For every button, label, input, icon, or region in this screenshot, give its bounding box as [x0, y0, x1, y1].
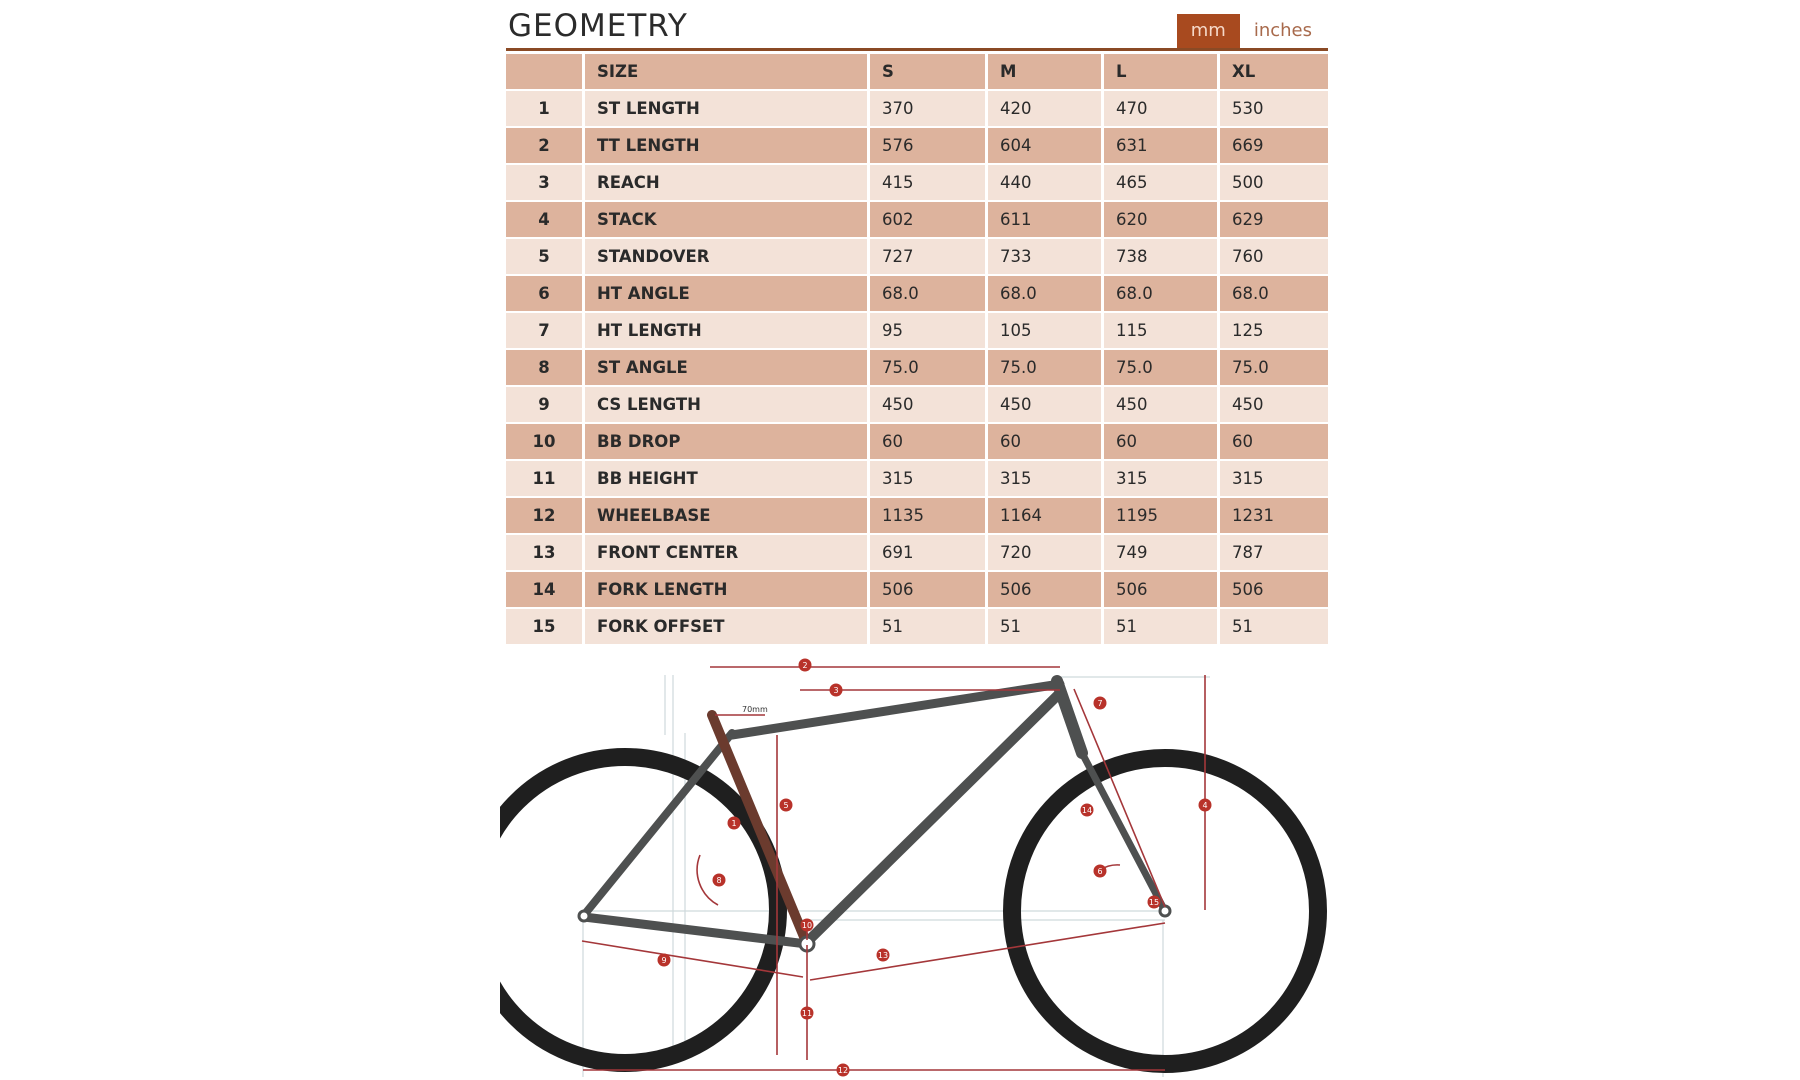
row-measurement-name: BB DROP [585, 424, 870, 461]
cell-size-l: 315 [1104, 461, 1220, 498]
column-header-s: S [870, 54, 988, 91]
callout-marker [1081, 804, 1094, 817]
cell-size-s: 95 [870, 313, 988, 350]
callout-number: 15 [1148, 898, 1160, 907]
table-row [506, 91, 1328, 128]
row-index: 2 [506, 128, 585, 165]
column-header-m: M [988, 54, 1104, 91]
callout-number: 11 [801, 1009, 813, 1018]
cell-size-s: 1135 [870, 498, 988, 535]
callout-marker [1094, 697, 1107, 710]
callout-number: 7 [1097, 699, 1103, 708]
cell-size-s: 370 [870, 91, 988, 128]
bike-geometry-diagram [500, 655, 1330, 1080]
cell-size-xl: 68.0 [1220, 276, 1328, 313]
row-index: 15 [506, 609, 585, 646]
row-measurement-name: CS LENGTH [585, 387, 870, 424]
page-title: GEOMETRY [508, 8, 688, 44]
rear-wheel [500, 757, 778, 1063]
callout-marker [801, 1007, 814, 1020]
geometry-header [506, 6, 1326, 52]
cell-size-xl: 787 [1220, 535, 1328, 572]
table-row [506, 424, 1328, 461]
cell-size-s: 506 [870, 572, 988, 609]
cell-size-xl: 60 [1220, 424, 1328, 461]
cell-size-m: 68.0 [988, 276, 1104, 313]
callout-number: 10 [801, 921, 813, 930]
table-row [506, 498, 1328, 535]
cell-size-m: 720 [988, 535, 1104, 572]
callout-marker [830, 684, 843, 697]
table-row [506, 313, 1328, 350]
row-index: 7 [506, 313, 585, 350]
callout-number: 2 [802, 661, 808, 670]
callout-number: 4 [1202, 801, 1208, 810]
row-index: 4 [506, 202, 585, 239]
row-measurement-name: ST LENGTH [585, 91, 870, 128]
callout-marker [780, 799, 793, 812]
row-index: 10 [506, 424, 585, 461]
row-index: 1 [506, 91, 585, 128]
unit-inches-button[interactable]: inches [1240, 14, 1326, 48]
cell-size-s: 315 [870, 461, 988, 498]
cell-size-xl: 669 [1220, 128, 1328, 165]
cell-size-s: 51 [870, 609, 988, 646]
guide-lines [582, 675, 1210, 1077]
cell-size-xl: 530 [1220, 91, 1328, 128]
cell-size-m: 60 [988, 424, 1104, 461]
callout-number: 6 [1097, 867, 1103, 876]
cell-size-m: 450 [988, 387, 1104, 424]
cell-size-l: 620 [1104, 202, 1220, 239]
cell-size-s: 415 [870, 165, 988, 202]
cell-size-xl: 629 [1220, 202, 1328, 239]
row-index: 8 [506, 350, 585, 387]
table-row [506, 387, 1328, 424]
cell-size-xl: 450 [1220, 387, 1328, 424]
table-row [506, 572, 1328, 609]
cell-size-l: 631 [1104, 128, 1220, 165]
row-index: 12 [506, 498, 585, 535]
column-header-xl: XL [1220, 54, 1328, 91]
cell-size-m: 440 [988, 165, 1104, 202]
callout-marker [1148, 896, 1161, 909]
row-measurement-name: ST ANGLE [585, 350, 870, 387]
callout-marker [799, 659, 812, 672]
cell-size-s: 68.0 [870, 276, 988, 313]
header-divider [506, 48, 1328, 51]
cell-size-xl: 1231 [1220, 498, 1328, 535]
row-index: 6 [506, 276, 585, 313]
row-measurement-name: HT LENGTH [585, 313, 870, 350]
cell-size-m: 1164 [988, 498, 1104, 535]
cell-size-xl: 500 [1220, 165, 1328, 202]
callout-number: 13 [877, 951, 889, 960]
cell-size-l: 749 [1104, 535, 1220, 572]
cell-size-xl: 125 [1220, 313, 1328, 350]
row-measurement-name: FORK OFFSET [585, 609, 870, 646]
cell-size-l: 450 [1104, 387, 1220, 424]
cell-size-xl: 315 [1220, 461, 1328, 498]
callout-marker [877, 949, 890, 962]
table-row [506, 350, 1328, 387]
unit-toggle [1177, 14, 1326, 48]
row-index: 11 [506, 461, 585, 498]
row-measurement-name: FORK LENGTH [585, 572, 870, 609]
cell-size-m: 51 [988, 609, 1104, 646]
callout-marker [1094, 865, 1107, 878]
table-row [506, 276, 1328, 313]
cell-size-m: 420 [988, 91, 1104, 128]
row-measurement-name: STANDOVER [585, 239, 870, 276]
callout-marker [837, 1064, 850, 1077]
row-measurement-name: WHEELBASE [585, 498, 870, 535]
column-header-l: L [1104, 54, 1220, 91]
cell-size-s: 727 [870, 239, 988, 276]
cell-size-l: 738 [1104, 239, 1220, 276]
callout-marker [1199, 799, 1212, 812]
row-measurement-name: BB HEIGHT [585, 461, 870, 498]
table-body [506, 91, 1328, 646]
cell-size-l: 75.0 [1104, 350, 1220, 387]
cell-size-m: 75.0 [988, 350, 1104, 387]
column-header-size: SIZE [585, 54, 870, 91]
offset-label: 70mm [742, 705, 768, 714]
cell-size-s: 60 [870, 424, 988, 461]
cell-size-m: 611 [988, 202, 1104, 239]
unit-mm-button[interactable]: mm [1177, 14, 1240, 48]
callout-marker [801, 919, 814, 932]
cell-size-xl: 51 [1220, 609, 1328, 646]
table-row [506, 128, 1328, 165]
row-index: 3 [506, 165, 585, 202]
cell-size-s: 75.0 [870, 350, 988, 387]
cell-size-s: 602 [870, 202, 988, 239]
callout-marker [713, 874, 726, 887]
measurement-lines [582, 667, 1208, 1070]
cell-size-l: 470 [1104, 91, 1220, 128]
row-index: 9 [506, 387, 585, 424]
geometry-table [506, 54, 1328, 646]
cell-size-xl: 760 [1220, 239, 1328, 276]
table-row [506, 609, 1328, 646]
callout-number: 14 [1081, 806, 1093, 815]
cell-size-l: 68.0 [1104, 276, 1220, 313]
callout-marker [658, 954, 671, 967]
table-row [506, 239, 1328, 276]
cell-size-m: 733 [988, 239, 1104, 276]
table-row [506, 202, 1328, 239]
cell-size-l: 115 [1104, 313, 1220, 350]
column-header-index [506, 54, 585, 91]
cell-size-m: 506 [988, 572, 1104, 609]
row-measurement-name: STACK [585, 202, 870, 239]
table-header-row [506, 54, 1328, 91]
cell-size-s: 691 [870, 535, 988, 572]
cell-size-m: 105 [988, 313, 1104, 350]
callout-number: 3 [833, 686, 839, 695]
cell-size-s: 576 [870, 128, 988, 165]
row-index: 14 [506, 572, 585, 609]
callout-number: 12 [837, 1066, 849, 1075]
row-measurement-name: TT LENGTH [585, 128, 870, 165]
callout-number: 9 [661, 956, 667, 965]
callout-number: 5 [783, 801, 789, 810]
cell-size-m: 315 [988, 461, 1104, 498]
row-measurement-name: REACH [585, 165, 870, 202]
row-measurement-name: HT ANGLE [585, 276, 870, 313]
row-index: 5 [506, 239, 585, 276]
cell-size-m: 604 [988, 128, 1104, 165]
cell-size-xl: 75.0 [1220, 350, 1328, 387]
cell-size-s: 450 [870, 387, 988, 424]
cell-size-l: 1195 [1104, 498, 1220, 535]
row-index: 13 [506, 535, 585, 572]
cell-size-l: 465 [1104, 165, 1220, 202]
table-row [506, 535, 1328, 572]
cell-size-l: 506 [1104, 572, 1220, 609]
row-measurement-name: FRONT CENTER [585, 535, 870, 572]
callout-marker [728, 817, 741, 830]
callout-number: 8 [716, 876, 722, 885]
cell-size-l: 51 [1104, 609, 1220, 646]
table-row [506, 165, 1328, 202]
table-row [506, 461, 1328, 498]
callout-number: 1 [731, 819, 737, 828]
cell-size-l: 60 [1104, 424, 1220, 461]
cell-size-xl: 506 [1220, 572, 1328, 609]
